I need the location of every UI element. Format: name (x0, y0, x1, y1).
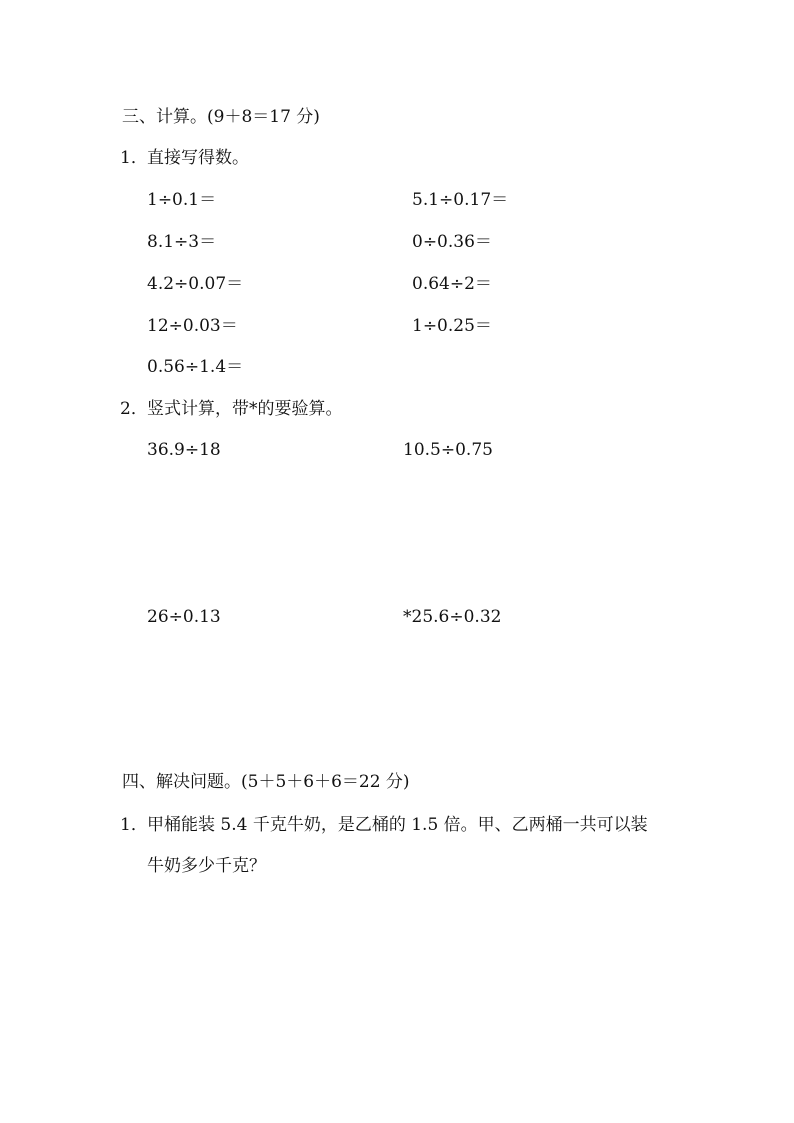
question-1-number: 1． (120, 148, 148, 168)
problem-1-text-line-1: 甲桶能装 5.4 千克牛奶，是乙桶的 1.5 倍。甲、乙两桶一共可以装 (147, 815, 648, 835)
vertical-calc-item-1: 36.9÷18 (147, 440, 221, 460)
question-1-prompt: 直接写得数。 (147, 148, 249, 168)
mental-calc-item-1: 1÷0.1＝ (147, 190, 217, 210)
vertical-calc-item-2: 10.5÷0.75 (403, 440, 493, 460)
mental-calc-item-8: 1÷0.25＝ (412, 316, 492, 336)
mental-calc-item-3: 8.1÷3＝ (147, 232, 217, 252)
problem-1-number: 1． (120, 815, 148, 835)
mental-calc-item-9: 0.56÷1.4＝ (147, 357, 244, 377)
problem-1-text-line-2: 牛奶多少千克？ (147, 856, 266, 876)
question-2-prompt: 竖式计算，带*的要验算。 (147, 399, 343, 419)
mental-calc-item-2: 5.1÷0.17＝ (412, 190, 509, 210)
section-4-title: 四、解决问题。(5＋5＋6＋6＝22 分) (122, 772, 410, 792)
mental-calc-item-5: 4.2÷0.07＝ (147, 274, 244, 294)
section-3-title: 三、计算。(9＋8＝17 分) (122, 107, 320, 127)
vertical-calc-item-4: *25.6÷0.32 (403, 607, 502, 627)
mental-calc-item-6: 0.64÷2＝ (412, 274, 492, 294)
mental-calc-item-4: 0÷0.36＝ (412, 232, 492, 252)
mental-calc-item-7: 12÷0.03＝ (147, 316, 238, 336)
question-2-number: 2． (120, 399, 148, 419)
vertical-calc-item-3: 26÷0.13 (147, 607, 221, 627)
